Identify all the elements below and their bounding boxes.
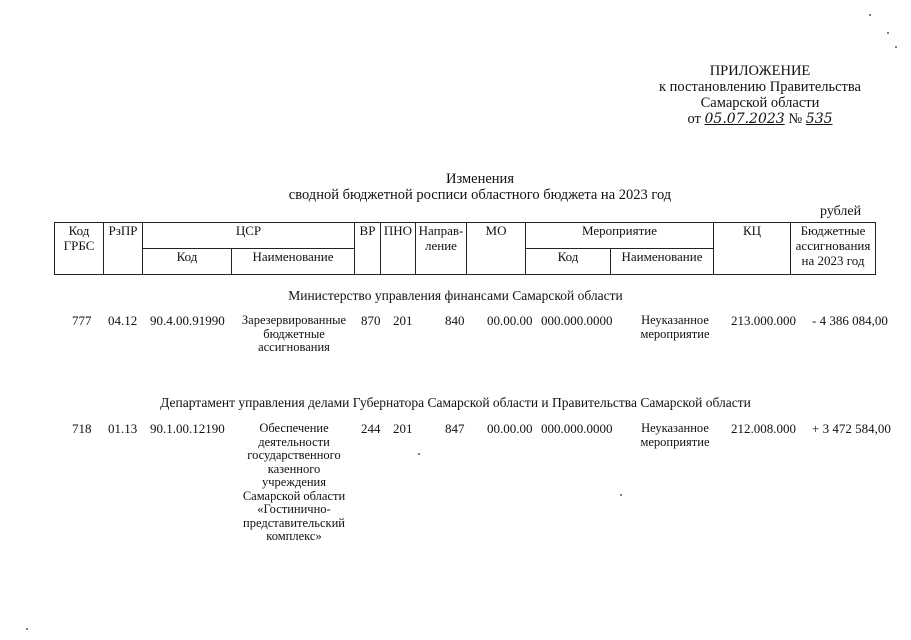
- header-mo: МО: [467, 223, 526, 275]
- header-rzpr: РзПР: [104, 223, 143, 275]
- date-prefix: от: [687, 111, 701, 127]
- header-vr: ВР: [355, 223, 381, 275]
- row-vr: 870: [361, 313, 381, 328]
- row-grbs: 777: [72, 313, 92, 328]
- number-prefix: №: [788, 111, 803, 127]
- row-csr-kod: 90.4.00.91990: [150, 313, 225, 328]
- row-mer-kod: 000.000.0000: [541, 313, 613, 328]
- appendix-block: [610, 63, 910, 127]
- row-naprav: 847: [445, 421, 465, 436]
- appendix-title: ПРИЛОЖЕНИЕ: [709, 63, 811, 79]
- row-amount: + 3 472 584,00: [812, 421, 891, 436]
- header-naprav: Направ-ление: [416, 223, 467, 275]
- row-mer-kod: 000.000.0000: [541, 421, 613, 436]
- section-title-1: Министерство управления финансами Самарской области: [288, 288, 623, 303]
- row-amount: - 4 386 084,00: [812, 313, 888, 328]
- row-csr-name: Обеспечение деятельности государственного казенного учреждения Самарской области «Гостинично-представительский комплекс»: [242, 421, 346, 543]
- scan-speck: [869, 14, 871, 16]
- row-rzpr: 04.12: [108, 313, 138, 328]
- row-csr-name: Зарезервированные бюджетные ассигнования: [241, 313, 347, 354]
- appendix-line2: Самарской области: [700, 95, 820, 111]
- scan-speck: [887, 32, 889, 34]
- scan-speck: [418, 453, 420, 455]
- row-mer-name: Неуказанное мероприятие: [640, 313, 710, 341]
- header-kc: КЦ: [714, 223, 791, 275]
- header-csr-name: Наименование: [232, 249, 355, 275]
- row-naprav: 840: [445, 313, 465, 328]
- header-meropriyatie: Мероприятие: [526, 223, 714, 249]
- row-pno: 201: [393, 313, 413, 328]
- appendix-line1: к постановлению Правительства: [659, 79, 861, 95]
- appendix-date-line: [610, 111, 910, 127]
- scan-speck: [620, 494, 622, 496]
- row-mo: 00.00.00: [487, 421, 533, 436]
- row-mer-name: Неуказанное мероприятие: [640, 421, 710, 449]
- row-rzpr: 01.13: [108, 421, 138, 436]
- units-label: рублей: [820, 204, 862, 219]
- row-mo: 00.00.00: [487, 313, 533, 328]
- doc-title-line2: сводной бюджетной росписи областного бюджета на 2023 год: [288, 187, 672, 203]
- header-budget: Бюджетные ассигнования на 2023 год: [791, 223, 876, 275]
- handwritten-date: 05.07.2023: [704, 111, 785, 127]
- handwritten-number: 535: [805, 111, 833, 127]
- header-mer-kod: Код: [526, 249, 611, 275]
- row-csr-kod: 90.1.00.12190: [150, 421, 225, 436]
- header-mer-name: Наименование: [611, 249, 714, 275]
- scan-speck: [26, 628, 28, 630]
- doc-title-line1: Изменения: [446, 171, 514, 187]
- table-header: [54, 222, 876, 275]
- header-kod-grbs: Код ГРБС: [55, 223, 104, 275]
- row-pno: 201: [393, 421, 413, 436]
- header-csr-kod: Код: [143, 249, 232, 275]
- row-kc: 212.008.000: [731, 421, 796, 436]
- scan-speck: [895, 46, 897, 48]
- header-csr: ЦСР: [143, 223, 355, 249]
- row-vr: 244: [361, 421, 381, 436]
- section-title-2: Департамент управления делами Губернатора Самарской области и Правительства Самарской области: [160, 395, 751, 410]
- header-pno: ПНО: [381, 223, 416, 275]
- row-grbs: 718: [72, 421, 92, 436]
- row-kc: 213.000.000: [731, 313, 796, 328]
